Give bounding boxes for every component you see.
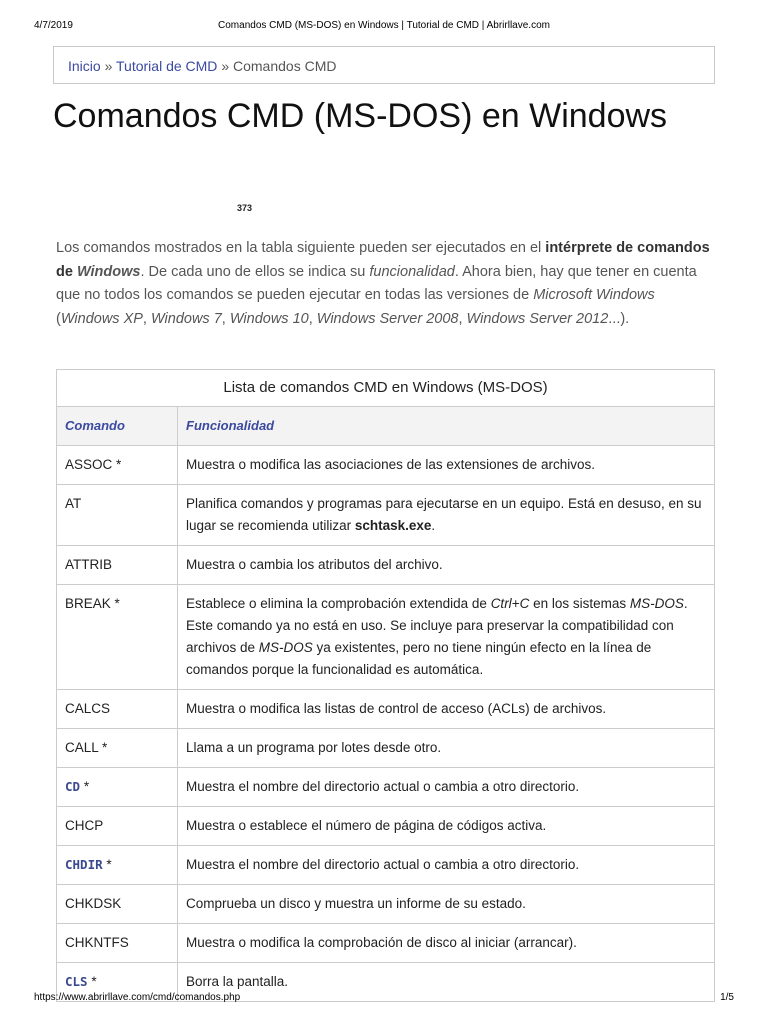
command-cell: BREAK * xyxy=(57,585,178,690)
command-cell: ASSOC * xyxy=(57,446,178,485)
description-italic: Ctrl+C xyxy=(490,596,530,611)
command-link-cls[interactable]: CLS xyxy=(65,974,88,989)
print-footer xyxy=(0,992,768,1012)
table-header-row xyxy=(57,407,715,446)
description-cell: Muestra o modifica la comprobación de disco al iniciar (arrancar). xyxy=(178,924,715,963)
description-cell: Muestra o modifica las asociaciones de las extensiones de archivos. xyxy=(178,446,715,485)
intro-bold-interprete: intérprete de comandos de xyxy=(56,240,710,280)
column-header-comando: Comando xyxy=(57,407,178,446)
description-cell xyxy=(178,585,715,690)
intro-italic-windows-server-2012: Windows Server 2012 xyxy=(466,310,609,327)
breadcrumb-link-inicio[interactable]: Inicio xyxy=(68,58,101,74)
command-cell xyxy=(57,846,178,885)
table-row xyxy=(57,729,715,768)
description-cell: Muestra o modifica las listas de control de acceso (ACLs) de archivos. xyxy=(178,690,715,729)
description-cell: Muestra o cambia los atributos del archivo. xyxy=(178,546,715,585)
intro-text: , xyxy=(308,310,317,327)
description-text: Planifica comandos y programas para ejecutarse en un equipo. Está en desuso, en su lugar se recomienda utilizar xyxy=(186,496,702,533)
table-row xyxy=(57,807,715,846)
breadcrumb xyxy=(53,46,715,84)
table-row xyxy=(57,768,715,807)
description-italic: MS-DOS xyxy=(258,640,313,655)
description-cell: Borra la pantalla. xyxy=(178,963,715,1002)
table-row xyxy=(57,885,715,924)
command-link-cd[interactable]: CD xyxy=(65,779,81,794)
table-row xyxy=(57,924,715,963)
command-link-chdir[interactable]: CHDIR xyxy=(65,857,103,872)
description-cell: Muestra o establece el número de página de códigos activa. xyxy=(178,807,715,846)
breadcrumb-current: Comandos CMD xyxy=(233,58,337,74)
description-cell xyxy=(178,485,715,546)
share-count: 373 xyxy=(237,203,253,213)
command-asterisk: * xyxy=(87,974,97,989)
intro-text: . De cada uno de ellos se indica su xyxy=(140,263,370,280)
table-row xyxy=(57,485,715,546)
intro-bold-windows: Windows xyxy=(76,263,141,280)
commands-table xyxy=(56,369,715,1002)
description-text: . Este comando ya no está en uso. Se incluye para preservar la compatibilidad con archivos de xyxy=(186,596,688,655)
command-cell: CALL * xyxy=(57,729,178,768)
page-title: Comandos CMD (MS-DOS) en Windows xyxy=(53,97,668,135)
print-footer-url: https://www.abrirllave.com/cmd/comandos.php xyxy=(34,992,241,1003)
description-text: en los sistemas xyxy=(529,596,630,611)
intro-text: , xyxy=(221,310,230,327)
intro-italic-microsoft-windows: Microsoft Windows xyxy=(533,287,655,303)
description-text: ya existentes, pero no tiene ningún efecto en la línea de comandos porque la funcionalidad es automática. xyxy=(186,640,652,677)
print-document-title: Comandos CMD (MS-DOS) en Windows | Tutorial de CMD | Abrirllave.com xyxy=(218,20,550,31)
command-cell: CHCP xyxy=(57,807,178,846)
table-row xyxy=(57,546,715,585)
command-asterisk: * xyxy=(80,779,90,794)
description-code: schtask.exe xyxy=(354,518,432,533)
description-cell: Comprueba un disco y muestra un informe de su estado. xyxy=(178,885,715,924)
intro-italic-funcionalidad: funcionalidad xyxy=(369,263,455,280)
command-cell: CHKDSK xyxy=(57,885,178,924)
table-caption-row xyxy=(57,370,715,407)
command-cell: CALCS xyxy=(57,690,178,729)
intro-text: Los comandos mostrados en la tabla siguiente pueden ser ejecutados en el xyxy=(56,240,546,256)
command-cell xyxy=(57,768,178,807)
breadcrumb-separator: » xyxy=(221,58,230,74)
breadcrumb-separator: » xyxy=(104,58,113,74)
breadcrumb-link-tutorial-cmd[interactable]: Tutorial de CMD xyxy=(116,58,218,74)
intro-text: , xyxy=(458,310,467,327)
table-caption: Lista de comandos CMD en Windows (MS-DOS) xyxy=(57,370,715,407)
table-row xyxy=(57,846,715,885)
table-row xyxy=(57,585,715,690)
intro-text: . Ahora bien, hay que tener en cuenta que no todos los comandos se pueden ejecutar en todas las versiones de xyxy=(56,263,697,303)
command-cell: CHKNTFS xyxy=(57,924,178,963)
print-page-number: 1/5 xyxy=(720,992,734,1003)
intro-italic-windows-10: Windows 10 xyxy=(229,310,309,327)
table-row xyxy=(57,690,715,729)
description-text: . xyxy=(431,518,436,533)
description-cell: Muestra el nombre del directorio actual o cambia a otro directorio. xyxy=(178,846,715,885)
column-header-funcionalidad: Funcionalidad xyxy=(178,407,715,446)
description-cell: Llama a un programa por lotes desde otro. xyxy=(178,729,715,768)
table-row xyxy=(57,446,715,485)
description-cell: Muestra el nombre del directorio actual o cambia a otro directorio. xyxy=(178,768,715,807)
description-italic: MS-DOS xyxy=(629,596,684,611)
print-header xyxy=(0,0,768,36)
intro-text: , xyxy=(142,310,151,327)
command-cell: AT xyxy=(57,485,178,546)
command-asterisk: * xyxy=(102,857,112,872)
command-cell: ATTRIB xyxy=(57,546,178,585)
description-text: Establece o elimina la comprobación extendida de xyxy=(186,596,491,611)
intro-italic-windows-xp: Windows XP xyxy=(60,310,143,327)
print-date: 4/7/2019 xyxy=(34,20,73,31)
intro-text: ...). xyxy=(608,310,630,327)
intro-italic-windows-7: Windows 7 xyxy=(150,310,222,327)
intro-text: ( xyxy=(56,310,61,327)
intro-italic-windows-server-2008: Windows Server 2008 xyxy=(316,310,459,327)
intro-paragraph xyxy=(56,237,716,331)
